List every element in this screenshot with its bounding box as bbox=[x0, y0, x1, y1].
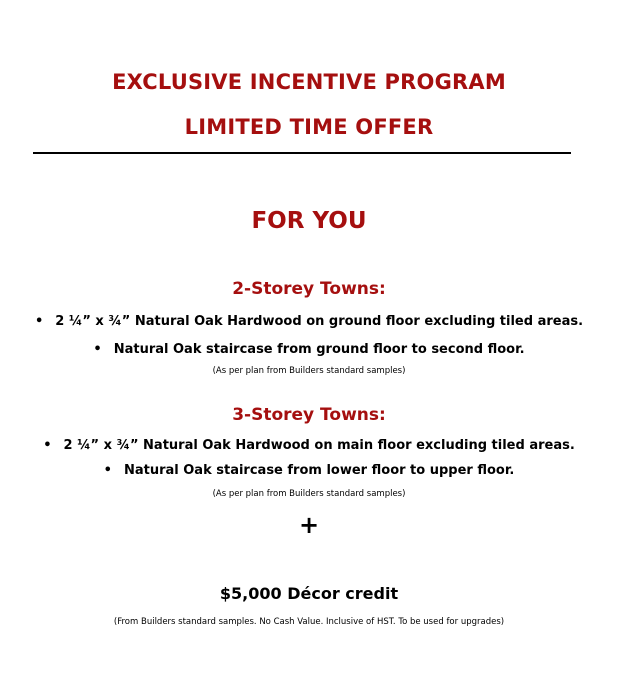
three-storey-bullet-2 bbox=[0, 463, 618, 478]
bullet-icon: • bbox=[34, 314, 44, 329]
plus-icon: + bbox=[298, 511, 320, 539]
decor-credit-note: (From Builders standard samples. No Cash Value. Inclusive of HST. To be used for upgrades) bbox=[113, 617, 505, 627]
three-storey-bullet-1 bbox=[0, 438, 618, 453]
bullet-icon: • bbox=[103, 463, 112, 478]
divider-line bbox=[33, 152, 571, 154]
two-storey-note: (As per plan from Builders standard samples) bbox=[212, 366, 406, 376]
two-storey-heading: 2-Storey Towns: bbox=[232, 279, 386, 299]
bullet-text: Natural Oak staircase from lower floor to upper floor. bbox=[123, 463, 515, 478]
two-storey-bullet-1 bbox=[0, 314, 618, 329]
two-storey-bullet-2 bbox=[0, 342, 618, 357]
bullet-icon: • bbox=[43, 438, 52, 453]
bullet-text: 2 ¼” x ¾” Natural Oak Hardwood on main floor excluding tiled areas. bbox=[63, 438, 575, 453]
program-title: EXCLUSIVE INCENTIVE PROGRAM bbox=[112, 70, 506, 94]
offer-subtitle: LIMITED TIME OFFER bbox=[184, 115, 434, 139]
three-storey-heading: 3-Storey Towns: bbox=[232, 405, 386, 425]
bullet-text: Natural Oak staircase from ground floor to second floor. bbox=[113, 342, 525, 357]
decor-credit-heading: $5,000 Décor credit bbox=[219, 584, 399, 603]
three-storey-note: (As per plan from Builders standard samples) bbox=[212, 489, 406, 499]
bullet-text: 2 ¼” x ¾” Natural Oak Hardwood on ground floor excluding tiled areas. bbox=[55, 314, 584, 329]
bullet-icon: • bbox=[93, 342, 102, 357]
for-you-heading: FOR YOU bbox=[251, 208, 367, 234]
